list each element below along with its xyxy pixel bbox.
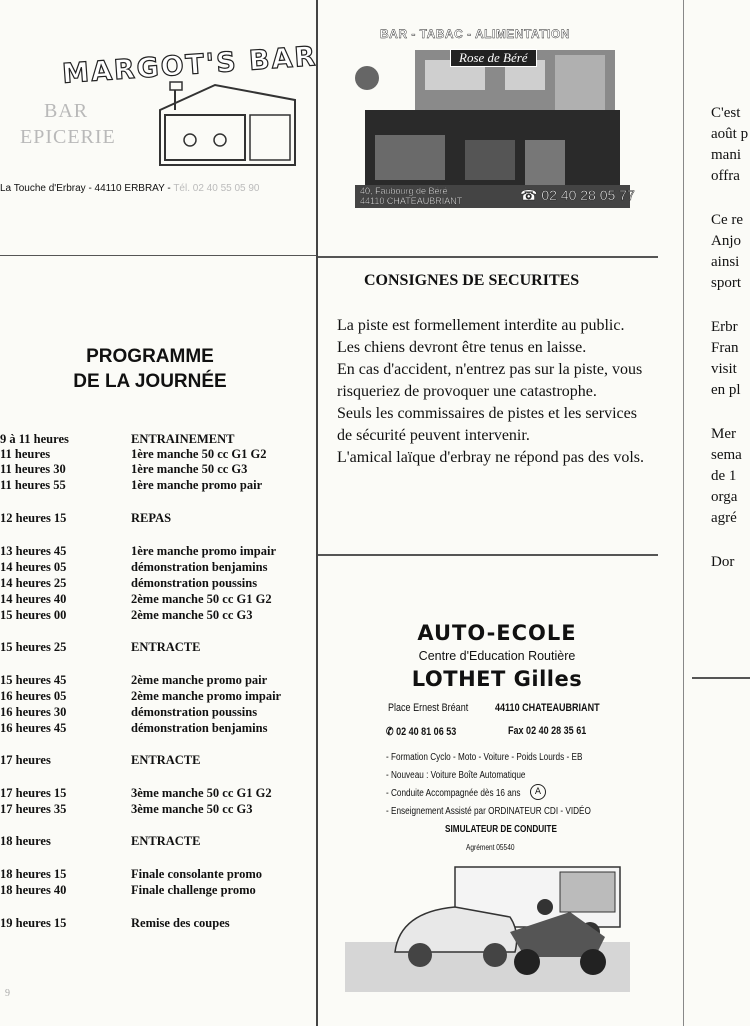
programme-activity: 3ème manche 50 cc G1 G2 xyxy=(131,786,272,800)
autoecole-item-1: - Formation Cyclo - Moto - Voiture - Poids Lourds - EB xyxy=(386,752,583,763)
programme-activity: 2ème manche 50 cc G1 G2 xyxy=(131,592,272,606)
vehicles-illustration xyxy=(345,857,630,992)
autoecole-item-4: - Enseignement Assisté par ORDINATEUR CDI - VIDÉO xyxy=(386,806,591,817)
right-column-fragment: août p xyxy=(711,126,749,142)
consigne-4: Seuls les commissaires de pistes et les services de sécurité peuvent intervenir. xyxy=(337,405,637,444)
right-column-fragment: mani xyxy=(711,147,741,163)
right-column-fragment: offra xyxy=(711,168,740,184)
autoecole-name: LOTHET Gilles xyxy=(411,667,583,691)
rose-banner-text: BAR - TABAC - ALIMENTATION xyxy=(380,27,570,41)
right-column-fragment: Mer xyxy=(711,426,736,442)
programme-activity: démonstration poussins xyxy=(131,576,258,590)
programme-time: 18 heures 40 xyxy=(0,883,67,897)
right-column-fragment: Dor xyxy=(711,554,735,570)
margot-epicerie-label: EPICERIE xyxy=(20,126,116,148)
autoecole-fax: Fax 02 40 28 35 61 xyxy=(508,725,587,737)
programme-title-line1: PROGRAMME xyxy=(86,346,214,367)
right-column-fragment: Ce re xyxy=(711,212,744,228)
horizontal-divider-middle-bottom xyxy=(318,554,658,556)
programme-time: 16 heures 05 xyxy=(0,689,67,703)
right-column-fragment: ainsi xyxy=(711,254,740,270)
programme-time: 14 heures 40 xyxy=(0,592,67,606)
right-column-fragment: C'est xyxy=(711,105,741,121)
autoecole-phone: ✆ 02 40 81 06 53 xyxy=(386,726,457,738)
programme-activity: ENTRACTE xyxy=(131,640,201,654)
right-column-fragment: Anjo xyxy=(711,233,741,249)
programme-activity: démonstration benjamins xyxy=(131,560,268,574)
autoecole-simulateur: SIMULATEUR DE CONDUITE xyxy=(445,824,557,835)
programme-time: 15 heures 25 xyxy=(0,640,67,654)
programme-time: 17 heures 15 xyxy=(0,786,67,800)
horizontal-divider-right xyxy=(692,677,750,679)
programme-activity: 1ère manche promo impair xyxy=(131,544,277,558)
autoecole-city: 44110 CHATEAUBRIANT xyxy=(495,702,600,714)
programme-time: 15 heures 45 xyxy=(0,673,67,687)
programme-time: 16 heures 45 xyxy=(0,721,67,735)
autoecole-title: AUTO-ECOLE xyxy=(417,621,577,645)
programme-title-line2: DE LA JOURNÉE xyxy=(73,371,227,392)
autoecole-item-3: - Conduite Accompagnée dès 16 ans xyxy=(386,788,521,799)
programme-activity: 1ère manche 50 cc G1 G2 xyxy=(131,447,267,461)
programme-title xyxy=(30,344,270,394)
programme-activity: REPAS xyxy=(131,511,172,525)
margot-bar-label: BAR xyxy=(44,100,89,122)
consigne-2: Les chiens devront être tenus en laisse. xyxy=(337,339,587,356)
rose-phone-number: 02 40 28 05 77 xyxy=(541,187,635,203)
rose-address-line2: 44110 CHATEAUBRIANT xyxy=(360,196,463,206)
right-column-fragment: sport xyxy=(711,275,741,291)
programme-activity: ENTRACTE xyxy=(131,753,201,767)
programme-time: 18 heures xyxy=(0,834,51,848)
programme-time: 14 heures 25 xyxy=(0,576,67,590)
programme-activity: Remise des coupes xyxy=(131,916,230,930)
vertical-divider-right xyxy=(683,0,684,1026)
programme-time: 12 heures 15 xyxy=(0,511,67,525)
right-column-fragment: agré xyxy=(711,510,737,526)
programme-time: 17 heures 35 xyxy=(0,802,67,816)
page-number: 9 xyxy=(5,988,10,999)
programme-activity: 1ère manche promo pair xyxy=(131,478,263,492)
horizontal-divider-top xyxy=(0,255,316,256)
programme-activity: Finale consolante promo xyxy=(131,867,263,881)
autoecole-subtitle: Centre d'Education Routière xyxy=(418,649,576,663)
programme-activity: 2ème manche promo impair xyxy=(131,689,282,703)
consignes-title: CONSIGNES DE SECURITES xyxy=(364,272,580,289)
right-column-fragment: sema xyxy=(711,447,742,463)
programme-activity: 2ème manche promo pair xyxy=(131,673,268,687)
consigne-3: En cas d'accident, n'entrez pas sur la piste, vous risqueriez de provoquer une catastrophe. xyxy=(337,361,643,400)
margot-address-text: La Touche d'Erbray - 44110 ERBRAY - xyxy=(0,183,174,194)
margot-phone: Tél. 02 40 55 05 90 xyxy=(173,183,260,194)
rose-address-line1: 40, Faubourg de Béré xyxy=(360,186,448,196)
consignes-body xyxy=(337,315,647,469)
autoecole-agrement: Agrément 05540 xyxy=(466,843,515,852)
shop-sketch-illustration xyxy=(155,70,303,180)
phone-icon: ☎ xyxy=(520,187,542,203)
rose-phone xyxy=(520,187,635,204)
programme-activity: démonstration poussins xyxy=(131,705,258,719)
right-column-fragment: orga xyxy=(711,489,738,505)
horizontal-divider-middle-top xyxy=(318,256,658,258)
programme-time: 18 heures 15 xyxy=(0,867,67,881)
programme-time: 19 heures 15 xyxy=(0,916,67,930)
right-column-fragment: de 1 xyxy=(711,468,737,484)
rose-sign: Rose de Béré xyxy=(450,49,537,67)
programme-activity: 3ème manche 50 cc G3 xyxy=(131,802,253,816)
right-column-fragment: Fran xyxy=(711,340,739,356)
autoecole-item-2: - Nouveau : Voiture Boîte Automatique xyxy=(386,770,526,781)
margot-address xyxy=(0,183,260,194)
programme-time: 17 heures xyxy=(0,753,51,767)
right-column-fragment: en pl xyxy=(711,382,741,398)
programme-activity: ENTRACTE xyxy=(131,834,201,848)
vertical-divider-left xyxy=(316,0,318,1026)
right-column-fragment: visit xyxy=(711,361,737,377)
programme-time: 15 heures 00 xyxy=(0,608,67,622)
programme-time: 16 heures 30 xyxy=(0,705,67,719)
programme-activity: démonstration benjamins xyxy=(131,721,268,735)
programme-time: 11 heures xyxy=(0,447,51,461)
programme-time: 11 heures 30 xyxy=(0,462,66,476)
rose-address xyxy=(360,186,462,206)
autoecole-address: Place Ernest Bréant xyxy=(388,702,469,714)
right-column-fragment: Erbr xyxy=(711,319,738,335)
consigne-1: La piste est formellement interdite au public. xyxy=(337,317,625,334)
programme-activity: 1ère manche 50 cc G3 xyxy=(131,462,248,476)
programme-time: 9 à 11 heures xyxy=(0,432,69,446)
programme-activity: Finale challenge promo xyxy=(131,883,256,897)
programme-time: 14 heures 05 xyxy=(0,560,67,574)
programme-activity: 2ème manche 50 cc G3 xyxy=(131,608,253,622)
programme-activity: ENTRAINEMENT xyxy=(131,432,235,446)
programme-time: 11 heures 55 xyxy=(0,478,66,492)
consigne-5: L'amical laïque d'erbray ne répond pas des vols. xyxy=(337,449,644,466)
margot-bar-logo: MARGOT'S BAR xyxy=(61,41,319,90)
accompanied-driving-icon: A xyxy=(530,784,546,800)
programme-time: 13 heures 45 xyxy=(0,544,67,558)
